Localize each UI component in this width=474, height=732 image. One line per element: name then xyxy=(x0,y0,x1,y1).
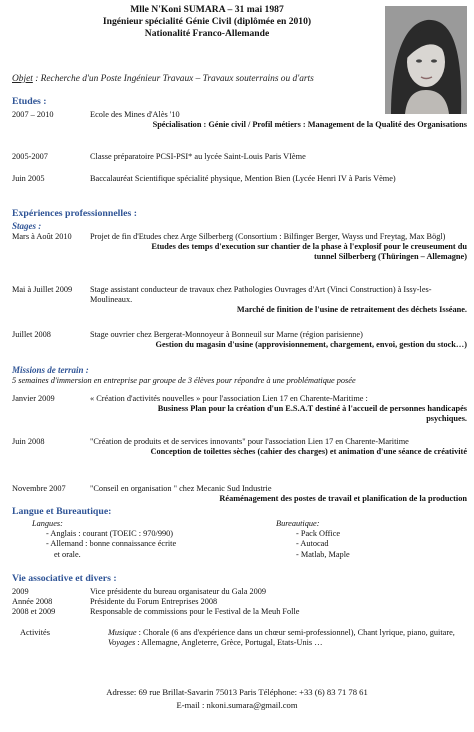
etudes-heading: Etudes : xyxy=(12,96,47,107)
mission-text: "Création de produits et de services innovants" pour l'association Lien 17 en Charente-Maritime xyxy=(90,437,409,446)
objective-text: : Recherche d'un Poste Ingénieur Travaux – Travaux souterrains ou d'arts xyxy=(32,74,314,84)
mission-bold: Conception de toilettes sèches (cahier des charges) et animation d'une séance de créativité xyxy=(150,447,467,457)
vie-heading: Vie associative et divers : xyxy=(12,573,117,584)
langues-heading: Langue et Bureautique: xyxy=(12,506,112,517)
langues-column xyxy=(32,519,232,560)
stage-text: Stage assistant conducteur de travaux chez Pathologies Ouvrages d'Art (Vinci Construction) à Issy-les-Moulineaux. xyxy=(90,285,432,305)
langue-item: - Anglais : courant (TOEIC : 970/990) xyxy=(46,529,174,539)
etudes-item xyxy=(12,110,467,152)
mission-text: "Conseil en organisation " chez Mecanic Sud Industrie xyxy=(90,484,272,493)
etudes-text: Ecole des Mines d'Alès '10 xyxy=(90,110,180,119)
musique-text: : Chorale (6 ans d'expérience dans un chœur semi-professionnel), Chant lyrique, piano, guitare, xyxy=(136,628,455,637)
stage-bold: Etudes des temps d'execution sur chantier de la phase à l'explosif pour le creuseument du tunnel Silberberg (Thüringen – Allemagne) xyxy=(151,242,467,262)
stage-date: Juillet 2008 xyxy=(12,330,51,339)
langue-item: et orale. xyxy=(54,549,81,559)
activites-label: Activités xyxy=(20,628,50,637)
mission-bold: Business Plan pour la création d'un E.S.A.T destiné à l'accueil de personnes handicapés psychiques. xyxy=(157,404,467,424)
objective xyxy=(12,74,314,84)
voyages-text: : Allemagne, Angleterre, Grèce, Portugal, Etats-Unis … xyxy=(135,638,323,648)
footer-address: Adresse: 69 rue Brillat-Savarin 75013 Paris Téléphone: +33 (6) 83 71 78 61 xyxy=(106,687,368,697)
voyages-label: Voyages xyxy=(108,638,136,648)
portrait-image xyxy=(385,6,467,114)
vie-text: Présidente du Forum Entreprises 2008 xyxy=(90,597,218,606)
experiences-heading: Expériences professionnelles : xyxy=(12,208,137,219)
profile-photo xyxy=(385,6,467,114)
stage-text: Projet de fin d'Etudes chez Arge Silberberg (Consortium : Bilfinger Berger, Wayss und Freytag, Max Bögl) xyxy=(90,232,446,241)
missions-intro: 5 semaines d'immersion en entreprise par groupe de 3 élèves pour répondre à une problématique posée xyxy=(12,376,356,385)
bureautique-label: Bureautique: xyxy=(276,519,320,528)
langues-label: Langues: xyxy=(32,519,63,528)
nationality-line: Nationalité Franco-Allemande xyxy=(144,28,270,39)
mission-text: « Création d'activités nouvelles » pour l'association Lien 17 en Charente-Maritime : xyxy=(90,394,368,403)
stage-text: Stage ouvrier chez Bergerat-Monnoyeur à Bonneuil sur Marne (région parisienne) xyxy=(90,330,363,339)
bureautique-item: - Matlab, Maple xyxy=(296,549,350,559)
mission-date: Janvier 2009 xyxy=(12,394,55,403)
etudes-date: 2007 – 2010 xyxy=(12,110,54,119)
vie-date: 2009 xyxy=(12,587,29,596)
stage-date: Mai à Juillet 2009 xyxy=(12,285,73,294)
vie-date: 2008 et 2009 xyxy=(12,607,56,616)
mission-date: Novembre 2007 xyxy=(12,484,66,493)
footer-email: E-mail : nkoni.sumara@gmail.com xyxy=(176,700,298,710)
stages-heading: Stages : xyxy=(12,221,42,231)
vie-date: Année 2008 xyxy=(12,597,53,606)
stage-bold: Marché de finition de l'usine de retraitement des déchets Isséane. xyxy=(236,305,467,315)
mission-bold: Réaménagement des postes de travail et planification de la production xyxy=(219,494,467,504)
etudes-text: Classe préparatoire PCSI-PSI* au lycée Saint-Louis Paris VIème xyxy=(90,152,306,161)
stage-date: Mars à Août 2010 xyxy=(12,232,72,241)
missions-heading: Missions de terrain : xyxy=(12,365,89,375)
etudes-date: Juin 2005 xyxy=(12,174,45,183)
name-line: Mlle N'Koni SUMARA – 31 mai 1987 xyxy=(130,4,284,15)
mission-date: Juin 2008 xyxy=(12,437,45,446)
footer xyxy=(0,686,474,712)
musique-label: Musique xyxy=(108,628,137,637)
degree-line: Ingénieur spécialité Génie Civil (diplômée en 2010) xyxy=(102,16,312,27)
bureautique-item: - Pack Office xyxy=(296,529,341,539)
bureautique-column xyxy=(276,519,456,560)
objective-label: Objet xyxy=(12,74,33,84)
vie-text: Responsable de commissions pour le Festival de la Meuh Folle xyxy=(90,607,300,616)
etudes-date: 2005-2007 xyxy=(12,152,48,161)
bureautique-item: - Autocad xyxy=(296,539,329,549)
etudes-text: Baccalauréat Scientifique spécialité physique, Mention Bien (Lycée Henri IV à Paris Vème) xyxy=(90,174,396,183)
etudes-bold: Spécialisation : Génie civil / Profil métiers : Management de la Qualité des Organisations xyxy=(152,120,467,130)
vie-text: Vice présidente du bureau organisateur du Gala 2009 xyxy=(90,587,267,596)
langue-item: - Allemand : bonne connaissance écrite xyxy=(46,539,177,549)
stage-bold: Gestion du magasin d'usine (approvisionnement, chargement, envoi, gestion du stock…) xyxy=(155,340,467,350)
